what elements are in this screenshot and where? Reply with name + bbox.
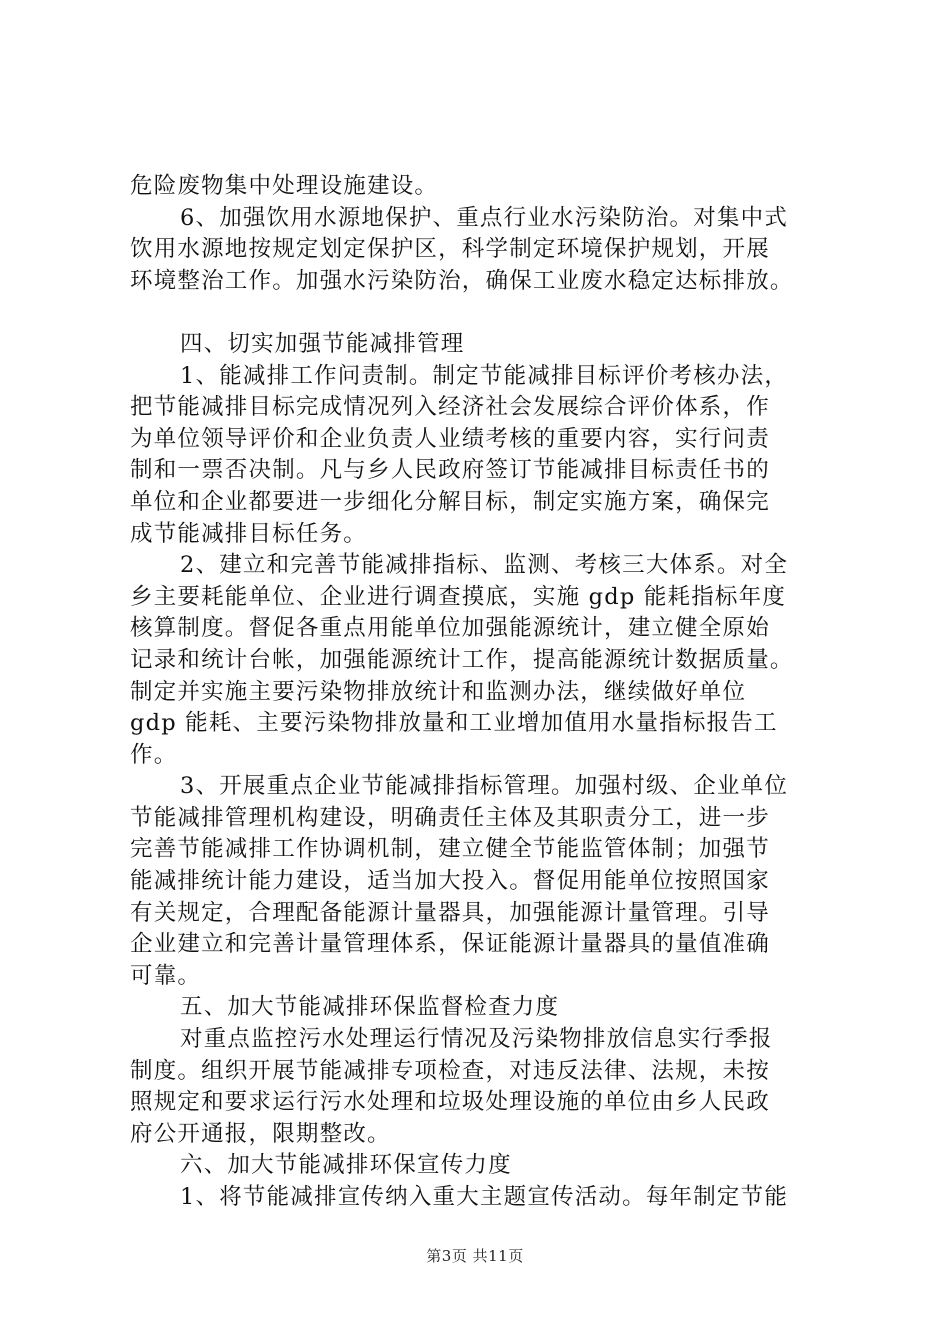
text-line: 1、将节能减排宣传纳入重大主题宣传活动。每年制定节能 bbox=[180, 1184, 789, 1210]
text-line: 记录和统计台帐，加强能源统计工作，提高能源统计数据质量。 bbox=[130, 646, 794, 673]
text-line: 6、加强饮用水源地保护、重点行业水污染防治。对集中式 bbox=[180, 204, 789, 231]
text-line: 危险废物集中处理设施建设。 bbox=[130, 173, 439, 199]
text-line: 完善节能减排工作协调机制，建立健全节能监管体制；加强节 bbox=[130, 836, 770, 863]
text-line: 1、能减排工作问责制。制定节能减排目标评价考核办法， bbox=[180, 362, 789, 389]
page-footer bbox=[0, 1245, 950, 1266]
text-line: 有关规定，合理配备能源计量器具，加强能源计量管理。引导 bbox=[130, 899, 770, 926]
text-line: 五、加大节能减排环保监督检查力度 bbox=[180, 994, 560, 1021]
text-line: 制和一票否决制。凡与乡人民政府签订节能减排目标责任书的 bbox=[130, 457, 770, 484]
text-line: gdp 能耗、主要污染物排放量和工业增加值用水量指标报告工 bbox=[130, 710, 778, 737]
text-line: 对重点监控污水处理运行情况及污染物排放信息实行季报 bbox=[180, 1026, 773, 1053]
text-line: 四、切实加强节能减排管理 bbox=[180, 330, 465, 357]
text-line: 六、加大节能减排环保宣传力度 bbox=[180, 1152, 512, 1179]
text-line: 照规定和要求运行污水处理和垃圾处理设施的单位由乡人民政 bbox=[130, 1089, 770, 1116]
text-line: 制定并实施主要污染物排放统计和监测办法，继续做好单位 bbox=[130, 678, 747, 705]
text-line: 作。 bbox=[130, 741, 178, 768]
page-number: 第3页 共11页 bbox=[426, 1247, 524, 1265]
text-line: 乡主要耗能单位、企业进行调查摸底，实施 gdp 能耗指标年度 bbox=[130, 583, 787, 610]
text-line: 饮用水源地按规定划定保护区，科学制定环境保护规划，开展 bbox=[130, 236, 770, 263]
text-line: 成节能减排目标任务。 bbox=[130, 520, 368, 547]
document-body bbox=[130, 171, 842, 1214]
text-line: 单位和企业都要进一步细化分解目标，制定实施方案，确保完 bbox=[130, 488, 770, 515]
blank-line bbox=[130, 297, 842, 329]
text-line: 为单位领导评价和企业负责人业绩考核的重要内容，实行问责 bbox=[130, 425, 770, 452]
text-line: 2、建立和完善节能减排指标、监测、考核三大体系。对全 bbox=[180, 552, 789, 579]
paragraph-lines bbox=[130, 171, 842, 1214]
text-line: 制度。组织开展节能减排专项检查，对违反法律、法规，未按 bbox=[130, 1057, 770, 1084]
text-line: 能减排统计能力建设，适当加大投入。督促用能单位按照国家 bbox=[130, 868, 770, 895]
text-line: 环境整治工作。加强水污染防治，确保工业废水稳定达标排放。 bbox=[130, 267, 794, 294]
text-line: 可靠。 bbox=[130, 962, 202, 989]
text-line: 企业建立和完善计量管理体系，保证能源计量器具的量值准确 bbox=[130, 931, 770, 958]
text-line: 3、开展重点企业节能减排指标管理。加强村级、企业单位 bbox=[180, 773, 789, 800]
text-line: 核算制度。督促各重点用能单位加强能源统计，建立健全原始 bbox=[130, 615, 770, 642]
text-line: 把节能减排目标完成情况列入经济社会发展综合评价体系，作 bbox=[130, 394, 770, 421]
text-line: 节能减排管理机构建设，明确责任主体及其职责分工，进一步 bbox=[130, 804, 770, 831]
text-line: 府公开通报，限期整改。 bbox=[130, 1120, 391, 1147]
